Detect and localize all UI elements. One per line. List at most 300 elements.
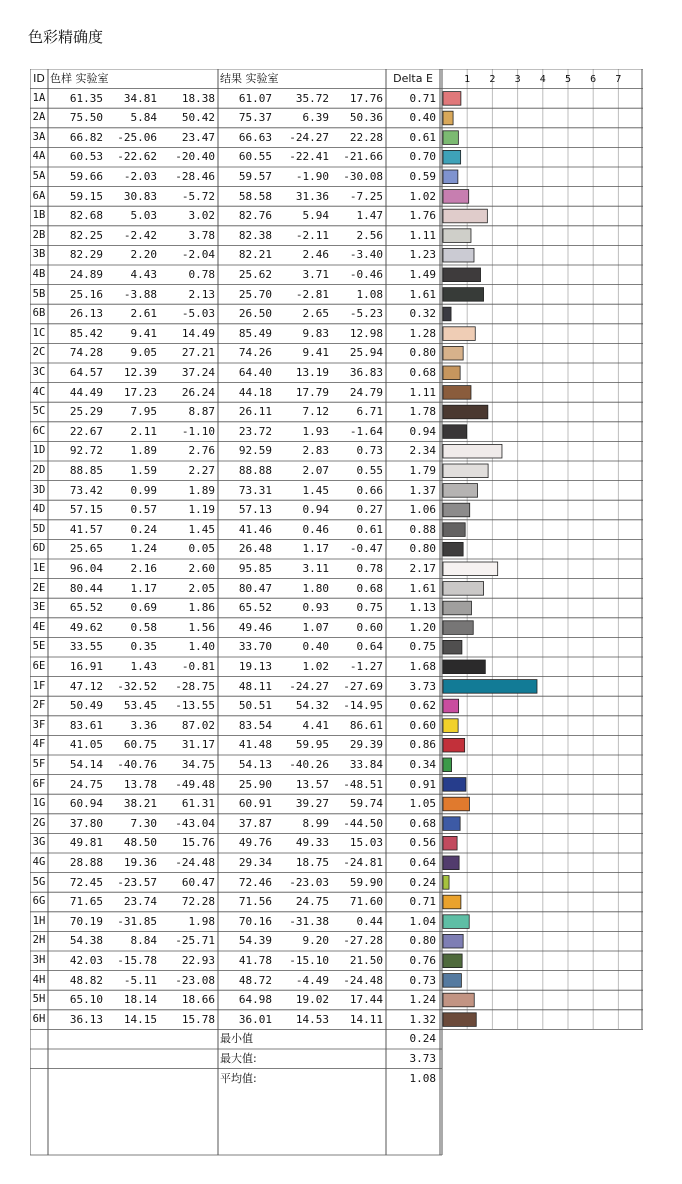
table-row: [30, 559, 643, 579]
patch-id: 6E: [32, 660, 46, 672]
sample-lab-value: 14.49: [181, 326, 215, 340]
result-lab-value: 1.17: [302, 542, 329, 556]
delta-e-value: 0.94: [409, 424, 436, 438]
table-row: [30, 775, 643, 795]
result-lab-value: 13.57: [295, 777, 329, 791]
table-row: [30, 89, 643, 109]
result-lab-value: 29.39: [349, 738, 383, 752]
sample-lab-value: 82.25: [69, 228, 103, 242]
patch-id: 1D: [32, 444, 46, 457]
result-lab-value: 41.48: [238, 738, 272, 752]
sample-lab-value: -25.06: [117, 130, 157, 144]
patch-id: 5E: [32, 640, 46, 653]
delta-e-value: 1.78: [409, 405, 436, 419]
result-lab-value: 0.78: [356, 562, 383, 575]
sample-lab-value: 59.15: [69, 189, 103, 203]
result-lab-value: 0.73: [356, 444, 383, 458]
sample-lab-value: 15.78: [181, 1012, 215, 1026]
sample-lab-value: -2.42: [123, 228, 157, 242]
result-lab-value: 48.11: [238, 679, 272, 693]
result-lab-value: -1.90: [295, 170, 329, 183]
result-lab-value: 6.71: [356, 405, 383, 419]
patch-id: 6D: [32, 542, 46, 555]
sample-lab-value: 80.44: [69, 581, 103, 595]
delta-e-value: 0.88: [409, 522, 436, 536]
sample-lab-value: 73.42: [69, 483, 103, 497]
result-lab-value: 21.50: [349, 954, 383, 967]
table-row: [30, 990, 643, 1010]
patch-id: 4H: [32, 973, 46, 986]
patch-id: 5A: [32, 170, 46, 182]
result-lab-value: 0.44: [356, 914, 383, 928]
sample-lab-value: 1.43: [130, 660, 157, 673]
table-row: [30, 873, 643, 893]
sample-lab-value: 14.15: [123, 1012, 157, 1026]
table-row: [30, 696, 643, 716]
patch-id: 5F: [32, 758, 46, 770]
result-lab-value: 44.18: [238, 385, 272, 399]
patch-id: 1G: [32, 797, 46, 810]
result-lab-value: -1.27: [349, 660, 383, 673]
table-row: [30, 716, 643, 736]
sample-lab-value: 74.28: [69, 346, 103, 360]
patch-id: 1H: [32, 914, 46, 927]
header-result-lab: 结果 实验室: [220, 72, 279, 85]
sample-lab-value: -13.55: [175, 699, 215, 713]
result-lab-value: 23.72: [238, 424, 272, 438]
table-row: [30, 539, 643, 559]
delta-e-value: 1.11: [409, 385, 436, 399]
table-row: [30, 402, 643, 422]
sample-lab-value: 0.05: [188, 542, 215, 556]
sample-lab-value: 1.59: [130, 464, 157, 477]
result-lab-value: 39.27: [295, 797, 329, 811]
sample-lab-value: 66.82: [69, 130, 103, 144]
result-lab-value: 59.74: [349, 797, 383, 811]
table-row: [30, 755, 643, 775]
result-lab-value: 74.26: [238, 346, 272, 360]
result-lab-value: 41.46: [238, 522, 272, 536]
table-row: [30, 383, 643, 403]
header-row: [30, 69, 643, 89]
sample-lab-value: -32.52: [117, 679, 157, 693]
summary-row: [30, 1049, 643, 1069]
sample-lab-value: 0.78: [188, 268, 215, 281]
result-lab-value: -27.69: [343, 679, 383, 693]
table-row: [30, 206, 643, 226]
result-lab-value: 35.72: [295, 91, 329, 105]
delta-e-value: 1.11: [409, 228, 436, 242]
result-lab-value: 25.94: [349, 346, 383, 360]
result-lab-value: 54.39: [238, 934, 272, 948]
sample-lab-value: 3.36: [130, 718, 157, 732]
delta-e-value: 0.34: [409, 758, 436, 771]
sample-lab-value: 2.27: [188, 464, 215, 477]
table-row: [30, 1010, 643, 1030]
delta-e-value: 0.56: [409, 836, 436, 850]
sample-lab-value: 30.83: [123, 189, 157, 203]
table-row: [30, 579, 643, 599]
patch-id: 5H: [32, 993, 46, 1006]
table-row: [30, 304, 643, 324]
table-row: [30, 324, 643, 344]
header-sample-lab: 色样 实验室: [50, 72, 109, 85]
sample-lab-value: 25.29: [69, 405, 103, 419]
page-title: 色彩精确度: [28, 28, 104, 46]
sample-lab-value: 48.50: [123, 836, 157, 850]
delta-e-value: 0.73: [409, 973, 436, 987]
result-lab-value: 36.01: [238, 1012, 272, 1026]
sample-lab-value: 2.60: [188, 562, 215, 575]
patch-id: 1F: [32, 679, 46, 692]
patch-id: 3F: [32, 718, 46, 731]
sample-lab-value: 2.20: [130, 248, 157, 262]
table-row: [30, 147, 643, 167]
patch-id: 3A: [32, 130, 46, 143]
table-row: [30, 735, 643, 755]
result-lab-value: 41.78: [238, 954, 272, 967]
sample-lab-value: -40.76: [117, 758, 157, 771]
sample-lab-value: 0.58: [130, 620, 157, 634]
delta-e-value: 0.75: [409, 640, 436, 654]
patch-id: 3G: [32, 836, 46, 849]
sample-lab-value: 34.81: [123, 91, 157, 105]
delta-e-value: 0.62: [409, 699, 436, 713]
result-lab-value: 25.62: [238, 268, 272, 281]
sample-lab-value: 2.76: [188, 444, 215, 458]
patch-id: 5D: [32, 522, 46, 535]
result-lab-value: 54.32: [295, 699, 329, 713]
table-row: [30, 971, 643, 991]
axis-tick-label: 3: [514, 74, 521, 85]
patch-id: 3D: [32, 483, 46, 496]
patch-id: 5B: [32, 287, 46, 300]
sample-lab-value: 3.78: [188, 228, 215, 242]
sample-lab-value: 8.87: [188, 405, 215, 419]
sample-lab-value: -43.04: [175, 816, 215, 830]
sample-lab-value: 85.42: [69, 326, 103, 340]
axis-tick-label: 2: [489, 74, 496, 85]
result-lab-value: 7.12: [302, 405, 329, 419]
sample-lab-value: 0.99: [130, 483, 157, 497]
summary-label: 最小值: [220, 1032, 253, 1046]
table-row: [30, 912, 643, 932]
sample-lab-value: 49.81: [69, 836, 103, 850]
sample-lab-value: 96.04: [69, 562, 103, 575]
result-lab-value: 13.19: [295, 366, 329, 379]
sample-lab-value: 3.02: [188, 209, 215, 223]
result-lab-value: 50.36: [349, 111, 383, 125]
patch-id: 2F: [32, 699, 46, 712]
patch-id: 2B: [32, 228, 46, 241]
sample-lab-value: 24.75: [69, 777, 103, 791]
table-row: [30, 343, 643, 363]
table-row: [30, 677, 643, 697]
result-lab-value: 71.60: [349, 895, 383, 909]
table-row: [30, 853, 643, 873]
result-lab-value: -5.23: [349, 307, 383, 321]
result-lab-value: 86.61: [349, 718, 383, 732]
result-lab-value: 60.91: [238, 797, 272, 811]
sample-lab-value: 1.89: [130, 444, 157, 458]
patch-id: 6A: [32, 189, 46, 202]
sample-lab-value: -1.10: [181, 424, 215, 438]
result-lab-value: 0.75: [356, 601, 383, 615]
delta-e-value: 0.61: [409, 130, 436, 144]
patch-id: 4G: [32, 856, 46, 868]
result-lab-value: 49.76: [238, 836, 272, 850]
table-row: [30, 618, 643, 638]
result-lab-value: 9.20: [302, 934, 329, 948]
sample-lab-value: 26.13: [69, 307, 103, 321]
sample-lab-value: 18.38: [181, 91, 215, 105]
result-lab-value: -21.66: [343, 150, 383, 164]
result-lab-value: 49.46: [238, 620, 272, 634]
result-lab-value: 0.61: [356, 522, 383, 536]
result-lab-value: 0.94: [302, 503, 329, 517]
result-lab-value: -24.27: [289, 679, 329, 693]
result-lab-value: 12.98: [349, 326, 383, 340]
result-lab-value: 64.98: [238, 993, 272, 1007]
sample-lab-value: -2.04: [181, 248, 215, 262]
summary-row: [30, 1029, 643, 1049]
result-lab-value: 26.48: [238, 542, 272, 556]
table-row: [30, 245, 643, 265]
table-row: [30, 500, 643, 520]
delta-e-value: 0.80: [409, 346, 436, 360]
patch-id: 4C: [32, 385, 46, 398]
sample-lab-value: 27.21: [181, 346, 215, 360]
delta-e-value: 1.23: [409, 248, 436, 262]
delta-e-value: 1.61: [409, 581, 436, 595]
sample-lab-value: 25.16: [69, 287, 103, 301]
result-lab-value: 33.70: [238, 640, 272, 654]
result-lab-value: -24.27: [289, 130, 329, 144]
sample-lab-value: 16.91: [69, 660, 103, 673]
delta-e-value: 0.68: [409, 816, 436, 830]
sample-lab-value: -23.08: [175, 973, 215, 987]
sample-lab-value: 37.80: [69, 816, 103, 830]
result-lab-value: -23.03: [289, 875, 329, 889]
axis-tick-label: 4: [539, 74, 546, 85]
sample-lab-value: 42.03: [69, 954, 103, 967]
result-lab-value: 71.56: [238, 895, 272, 909]
delta-e-value: 2.17: [409, 562, 436, 575]
delta-e-value: 0.32: [409, 307, 436, 321]
result-lab-value: -2.11: [295, 228, 329, 242]
result-lab-value: -4.49: [295, 973, 329, 987]
delta-e-value: 0.40: [409, 111, 436, 125]
patch-id: 1B: [32, 209, 46, 222]
summary-value: 0.24: [409, 1032, 436, 1046]
result-lab-value: 6.39: [302, 111, 329, 125]
sample-lab-value: 1.86: [188, 601, 215, 615]
sample-lab-value: 2.61: [130, 307, 157, 321]
delta-e-value: 1.02: [409, 189, 436, 203]
result-lab-value: -27.28: [343, 934, 383, 948]
delta-e-value: 1.37: [409, 483, 436, 497]
patch-id: 4E: [32, 620, 46, 633]
result-lab-value: 82.38: [238, 228, 272, 242]
result-lab-value: 80.47: [238, 581, 272, 595]
sample-lab-value: 34.75: [181, 758, 215, 771]
sample-lab-value: 82.29: [69, 248, 103, 262]
result-lab-value: 2.56: [356, 228, 383, 242]
sample-lab-value: 82.68: [69, 209, 103, 223]
result-lab-value: 3.71: [302, 268, 329, 281]
result-lab-value: 73.31: [238, 483, 272, 497]
result-lab-value: 60.55: [238, 150, 272, 164]
summary-value: 1.08: [409, 1071, 436, 1085]
result-lab-value: 0.27: [356, 503, 383, 517]
table-row: [30, 226, 643, 246]
result-lab-value: -31.38: [289, 914, 329, 928]
sample-lab-value: 2.16: [130, 562, 157, 575]
result-lab-value: 2.46: [302, 248, 329, 262]
sample-lab-value: 83.61: [69, 718, 103, 732]
sample-lab-value: 38.21: [123, 797, 157, 811]
result-lab-value: 64.40: [238, 366, 272, 379]
sample-lab-value: 15.76: [181, 836, 215, 850]
sample-lab-value: 7.30: [130, 816, 157, 830]
sample-lab-value: 1.56: [188, 620, 215, 634]
result-lab-value: 65.52: [238, 601, 272, 615]
result-lab-value: 3.11: [302, 562, 329, 575]
sample-lab-value: 2.05: [188, 581, 215, 595]
patch-id: 4D: [32, 503, 46, 516]
table-row: [30, 657, 643, 677]
sample-lab-value: 25.65: [69, 542, 103, 556]
result-lab-value: -1.64: [349, 424, 383, 438]
result-lab-value: 57.13: [238, 503, 272, 517]
delta-e-value: 1.28: [409, 326, 436, 340]
result-lab-value: 75.37: [238, 111, 272, 125]
table-row: [30, 167, 643, 187]
sample-lab-value: 19.36: [123, 856, 157, 869]
delta-e-value: 1.61: [409, 287, 436, 301]
table-row: [30, 931, 643, 951]
sample-lab-value: 70.19: [69, 914, 103, 928]
sample-lab-value: 1.19: [188, 503, 215, 517]
result-lab-value: 29.34: [238, 856, 272, 869]
summary-label: 平均值:: [220, 1071, 257, 1085]
patch-id: 4B: [32, 268, 46, 280]
delta-e-value: 1.68: [409, 660, 436, 673]
header-id: ID: [33, 72, 45, 85]
result-lab-value: 2.07: [302, 464, 329, 477]
sample-lab-value: 1.45: [188, 522, 215, 536]
axis-tick-label: 7: [615, 74, 622, 85]
table-row: [30, 520, 643, 540]
sample-lab-value: -31.85: [117, 914, 157, 928]
sample-lab-value: 53.45: [123, 699, 157, 713]
result-lab-value: 95.85: [238, 562, 272, 575]
delta-e-value: 1.32: [409, 1012, 436, 1026]
sample-lab-value: 60.53: [69, 150, 103, 164]
sample-lab-value: 0.35: [130, 640, 157, 654]
sample-lab-value: 1.89: [188, 483, 215, 497]
sample-lab-value: 41.05: [69, 738, 103, 752]
result-lab-value: -44.50: [343, 816, 383, 830]
table-row: [30, 441, 643, 461]
patch-id: 1A: [32, 91, 46, 104]
table-row: [30, 598, 643, 618]
result-lab-value: 1.47: [356, 209, 383, 223]
result-lab-value: 4.41: [302, 718, 329, 732]
delta-e-value: 1.49: [409, 268, 436, 281]
delta-e-value: 1.20: [409, 620, 436, 634]
delta-e-value: 1.04: [409, 914, 436, 928]
sample-lab-value: -5.11: [123, 973, 157, 987]
table-row: [30, 794, 643, 814]
result-lab-value: -24.48: [343, 973, 383, 987]
result-lab-value: 82.21: [238, 248, 272, 262]
sample-lab-value: 75.50: [69, 111, 103, 125]
patch-id: 2A: [32, 111, 46, 124]
sample-lab-value: 18.66: [181, 993, 215, 1007]
sample-lab-value: -22.62: [117, 150, 157, 164]
delta-e-value: 0.76: [409, 954, 436, 967]
result-lab-value: 0.60: [356, 620, 383, 634]
sample-lab-value: 22.67: [69, 424, 103, 438]
sample-lab-value: 0.24: [130, 522, 157, 536]
result-lab-value: 54.13: [238, 758, 272, 771]
delta-e-value: 0.60: [409, 718, 436, 732]
sample-lab-value: 36.13: [69, 1012, 103, 1026]
summary-row: [30, 1069, 643, 1089]
delta-e-value: 0.71: [409, 895, 436, 909]
result-lab-value: 25.90: [238, 777, 272, 791]
sample-lab-value: 48.82: [69, 973, 103, 987]
sample-lab-value: -3.88: [123, 287, 157, 301]
patch-id: 6H: [32, 1012, 46, 1025]
sample-lab-value: 1.40: [188, 640, 215, 654]
sample-lab-value: 71.65: [69, 895, 103, 909]
result-lab-value: -40.26: [289, 758, 329, 771]
sample-lab-value: 60.47: [181, 875, 215, 889]
sample-lab-value: 5.03: [130, 209, 157, 223]
result-lab-value: 14.11: [349, 1012, 383, 1026]
result-lab-value: 70.16: [238, 914, 272, 928]
result-lab-value: 66.63: [238, 130, 272, 144]
patch-id: 2C: [32, 346, 46, 359]
sample-lab-value: 24.89: [69, 268, 103, 281]
sample-lab-value: 1.98: [188, 914, 215, 928]
delta-e-value: 0.86: [409, 738, 436, 752]
delta-e-value: 0.59: [409, 170, 436, 183]
sample-lab-value: 88.85: [69, 464, 103, 477]
sample-lab-value: 26.24: [181, 385, 215, 399]
result-lab-value: 59.90: [349, 875, 383, 889]
table-row: [30, 637, 643, 657]
result-lab-value: 9.83: [302, 326, 329, 340]
result-lab-value: 49.33: [295, 836, 329, 850]
sample-lab-value: 1.17: [130, 581, 157, 595]
result-lab-value: 0.46: [302, 522, 329, 536]
result-lab-value: 31.36: [295, 189, 329, 203]
patch-id: 5C: [32, 405, 46, 418]
result-lab-value: 26.11: [238, 405, 272, 419]
result-lab-value: 22.28: [349, 130, 383, 144]
result-lab-value: 48.72: [238, 973, 272, 987]
sample-lab-value: 4.43: [130, 268, 157, 281]
delta-e-value: 0.70: [409, 150, 436, 164]
axis-tick-label: 1: [464, 74, 471, 85]
table-row: [30, 363, 643, 383]
sample-lab-value: -25.71: [175, 934, 215, 948]
result-lab-value: 14.53: [295, 1012, 329, 1026]
table-row: [30, 265, 643, 285]
